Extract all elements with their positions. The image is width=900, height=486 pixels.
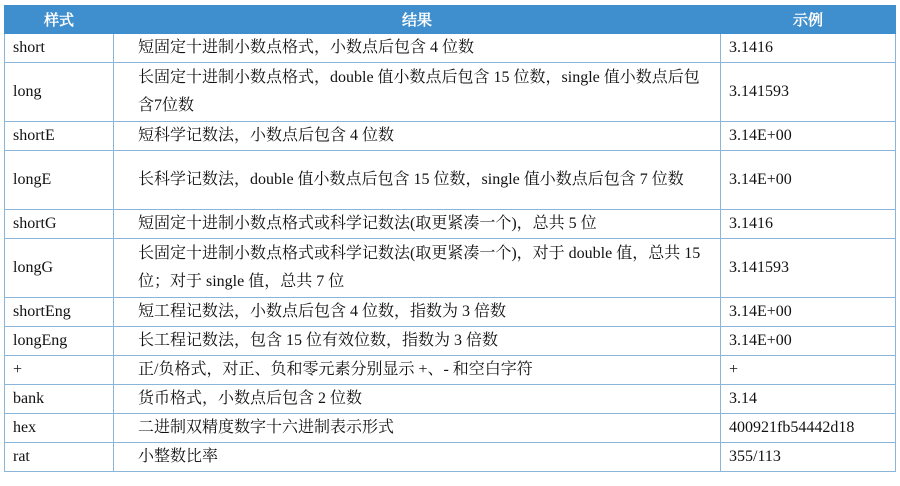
- style-cell: longEng: [5, 327, 114, 356]
- style-cell: shortG: [5, 210, 114, 239]
- example-cell: 3.14E+00: [721, 151, 896, 210]
- result-cell: 长工程记数法，包含 15 位有效位数，指数为 3 倍数: [114, 327, 721, 356]
- result-cell: 短工程记数法，小数点后包含 4 位数，指数为 3 倍数: [114, 298, 721, 327]
- table-row: [5, 63, 896, 122]
- result-cell: 正/负格式，对正、负和零元素分别显示 +、- 和空白字符: [114, 356, 721, 385]
- header-example: 示例: [721, 6, 896, 34]
- example-cell: 3.14E+00: [721, 327, 896, 356]
- result-cell: 短科学记数法，小数点后包含 4 位数: [114, 122, 721, 151]
- style-cell: shortEng: [5, 298, 114, 327]
- table-row: [5, 356, 896, 385]
- example-cell: 3.1416: [721, 34, 896, 63]
- example-cell: 3.14E+00: [721, 122, 896, 151]
- example-cell: 400921fb54442d18: [721, 414, 896, 443]
- result-cell: 长科学记数法，double 值小数点后包含 15 位数，single 值小数点后包含 7 位数: [114, 151, 721, 210]
- result-cell: 长固定十进制小数点格式，double 值小数点后包含 15 位数，single 值小数点后包含7位数: [114, 63, 721, 122]
- style-cell: longE: [5, 151, 114, 210]
- header-row: [5, 6, 896, 34]
- table-row: [5, 151, 896, 210]
- result-cell: 小整数比率: [114, 443, 721, 472]
- table-row: [5, 385, 896, 414]
- example-cell: +: [721, 356, 896, 385]
- table-row: [5, 122, 896, 151]
- result-cell: 长固定十进制小数点格式或科学记数法(取更紧凑一个)，对于 double 值，总共 15 位；对于 single 值，总共 7 位: [114, 239, 721, 298]
- example-cell: 3.14E+00: [721, 298, 896, 327]
- style-cell: longG: [5, 239, 114, 298]
- example-cell: 3.1416: [721, 210, 896, 239]
- table-row: [5, 443, 896, 472]
- header-result: 结果: [114, 6, 721, 34]
- style-cell: rat: [5, 443, 114, 472]
- table-row: [5, 239, 896, 298]
- result-cell: 二进制双精度数字十六进制表示形式: [114, 414, 721, 443]
- header-style: 样式: [5, 6, 114, 34]
- result-cell: 货币格式，小数点后包含 2 位数: [114, 385, 721, 414]
- style-cell: shortE: [5, 122, 114, 151]
- style-cell: hex: [5, 414, 114, 443]
- example-cell: 3.141593: [721, 239, 896, 298]
- example-cell: 3.141593: [721, 63, 896, 122]
- result-cell: 短固定十进制小数点格式或科学记数法(取更紧凑一个)，总共 5 位: [114, 210, 721, 239]
- style-cell: short: [5, 34, 114, 63]
- table-row: [5, 414, 896, 443]
- style-cell: bank: [5, 385, 114, 414]
- format-table: [4, 5, 896, 472]
- table-row: [5, 327, 896, 356]
- table-row: [5, 210, 896, 239]
- result-cell: 短固定十进制小数点格式，小数点后包含 4 位数: [114, 34, 721, 63]
- table-row: [5, 298, 896, 327]
- style-cell: long: [5, 63, 114, 122]
- example-cell: 355/113: [721, 443, 896, 472]
- example-cell: 3.14: [721, 385, 896, 414]
- style-cell: +: [5, 356, 114, 385]
- table-row: [5, 34, 896, 63]
